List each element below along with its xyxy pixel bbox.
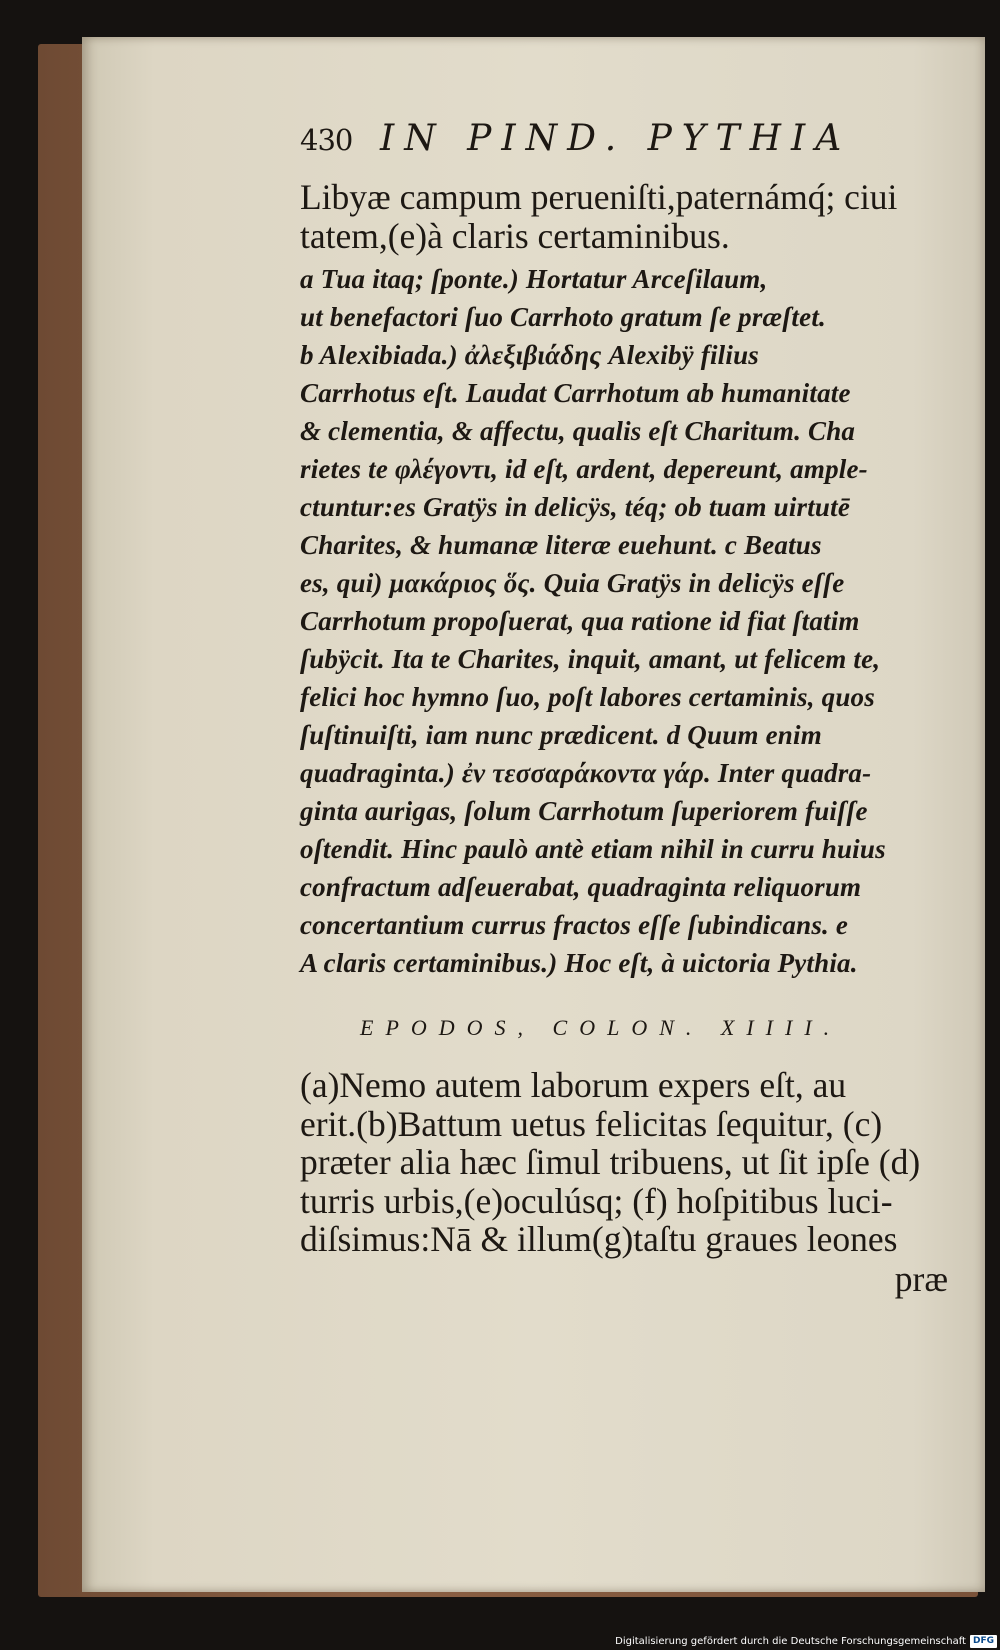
page-text bbox=[300, 118, 960, 1299]
note-line: ginta aurigas, ſolum Carrhotum ſuperiorem fuiſſe bbox=[300, 796, 868, 826]
page-header bbox=[300, 118, 960, 178]
note-line: confractum adſeuerabat, quadraginta reliquorum bbox=[300, 872, 862, 902]
catchword: præ bbox=[894, 1258, 948, 1299]
note-line: oſtendit. Hinc paulò antè etiam nihil in curru huius bbox=[300, 834, 886, 864]
note-line: b Alexibiada.) ἀλεξιβιάδης Alexibÿ filius bbox=[300, 340, 760, 370]
section-heading: EPODOS, COLON. XIIII. bbox=[360, 1015, 842, 1040]
text-line: præter alia hæc ſimul tribuens, ut ſit ipſe (d) bbox=[300, 1142, 921, 1182]
note-line: ſuſtinuiſti, iam nunc prædicent. d Quum enim bbox=[300, 720, 822, 750]
note-line: ſubÿcit. Ita te Charites, inquit, amant, ut felicem te, bbox=[300, 644, 881, 674]
page-number: 430 bbox=[300, 123, 353, 157]
note-line: concertantium currus fractos eſſe ſubindicans. e bbox=[300, 910, 849, 940]
text-line: erit.(b)Battum uetus felicitas ſequitur, (c) bbox=[300, 1103, 883, 1144]
note-line: ctuntur:es Gratÿs in delicÿs, téq; ob tuam uirtutē bbox=[300, 492, 851, 522]
text-line: diſsimus:Nā & illum(g)taſtu graues leones bbox=[300, 1219, 898, 1259]
note-line: rietes te φλέγοντι, id eſt, ardent, depereunt, ample- bbox=[300, 454, 868, 484]
note-line: a Tua itaq; ſponte.) Hortatur Arceſilaum, bbox=[300, 264, 768, 294]
text-line: turris urbis,(e)oculúsq; (f) hoſpitibus luci- bbox=[300, 1180, 893, 1221]
digitization-footer bbox=[605, 1633, 1000, 1650]
running-title: IN PIND. PYTHIA bbox=[380, 118, 852, 159]
note-line: ut benefactori ſuo Carrhoto gratum ſe præſtet. bbox=[300, 302, 826, 332]
note-line: es, qui) μακάριος ὅς. Quia Gratÿs in delicÿs eſſe bbox=[300, 568, 845, 598]
text-line: (a)Nemo autem laborum expers eſt, au bbox=[300, 1065, 847, 1105]
main-text-top bbox=[300, 178, 960, 256]
note-line: Charites, & humanæ literæ euehunt. c Beatus bbox=[300, 530, 822, 560]
funding-credit: Digitalisierung gefördert durch die Deutsche Forschungsgemeinschaft bbox=[615, 1636, 966, 1647]
epode-text bbox=[300, 1066, 960, 1259]
note-line: felici hoc hymno ſuo, poſt labores certaminis, quos bbox=[300, 682, 875, 712]
note-line: Carrhotum propoſuerat, qua ratione id fiat ſtatim bbox=[300, 606, 860, 636]
note-line: Carrhotus eſt. Laudat Carrhotum ab humanitate bbox=[300, 378, 851, 408]
note-line: A claris certaminibus.) Hoc eſt, à uictoria Pythia. bbox=[300, 948, 858, 978]
text-line: tatem,(e)à claris certaminibus. bbox=[300, 216, 730, 256]
dfg-logo: DFG bbox=[970, 1635, 997, 1648]
note-line: quadraginta.) ἐν τεσσαράκοντα γάρ. Inter quadra- bbox=[300, 758, 872, 788]
text-line: Libyæ campum perueniſti,paternámq́; ciui bbox=[300, 177, 898, 217]
commentary-notes bbox=[300, 260, 960, 982]
note-line: & clementia, & affectu, qualis eſt Charitum. Cha bbox=[300, 416, 856, 446]
